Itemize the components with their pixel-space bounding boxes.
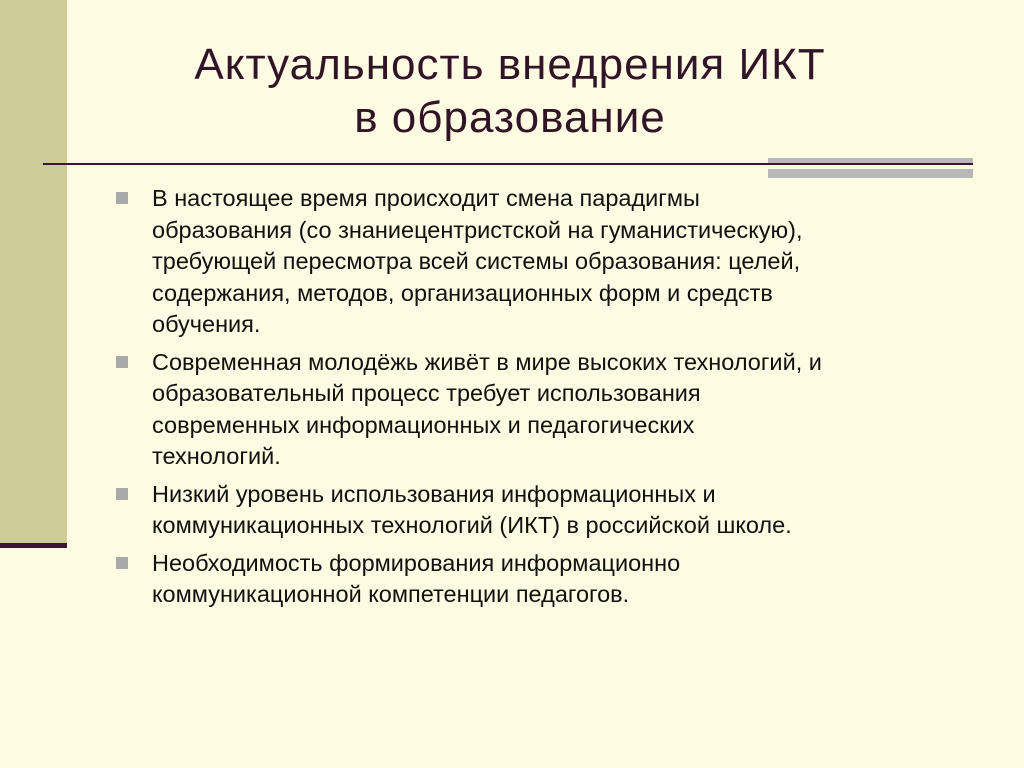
- bullet-item: [113, 548, 993, 611]
- square-bullet-icon: [116, 356, 128, 368]
- slide-title-line-1: Актуальность внедрения ИКТ: [194, 40, 826, 89]
- slide-title: [70, 38, 950, 144]
- bullet-line: Современная молодёжь живёт в мире высоких технологий, и: [152, 348, 822, 375]
- bullet-line: Низкий уровень использования информационных и: [152, 480, 716, 507]
- bullet-line: содержания, методов, организационных форм и средств: [152, 279, 773, 306]
- bullet-line: В настоящее время происходит смена парадигмы: [152, 185, 700, 211]
- side-band-underline: [0, 543, 67, 548]
- bullet-line: требующей пересмотра всей системы образования: целей,: [152, 248, 801, 274]
- bullet-line: образовательный процесс требует использования: [152, 380, 701, 406]
- accent-bars: [768, 158, 973, 180]
- bullet-line: коммуникационной компетенции педагогов.: [152, 581, 630, 607]
- accent-bar-thick: [768, 169, 973, 178]
- side-band: [0, 0, 67, 543]
- square-bullet-icon: [116, 488, 128, 500]
- bullet-item: [113, 183, 993, 341]
- slide-title-line-2: в образование: [354, 93, 666, 142]
- bullet-line: Необходимость формирования информационно: [152, 549, 681, 576]
- bullet-list: [113, 183, 993, 617]
- bullet-line: современных информационных и педагогических: [152, 411, 695, 438]
- bullet-item: [113, 479, 993, 542]
- accent-bar-thin: [768, 158, 973, 163]
- bullet-line: обучения.: [152, 311, 261, 337]
- square-bullet-icon: [116, 557, 128, 569]
- bullet-line: образования (со знаниецентристской на гуманистическую),: [152, 216, 803, 243]
- bullet-line: коммуникационных технологий (ИКТ) в российской школе.: [152, 512, 792, 538]
- square-bullet-icon: [116, 192, 128, 204]
- bullet-line: технологий.: [152, 443, 281, 469]
- bullet-item: [113, 347, 993, 473]
